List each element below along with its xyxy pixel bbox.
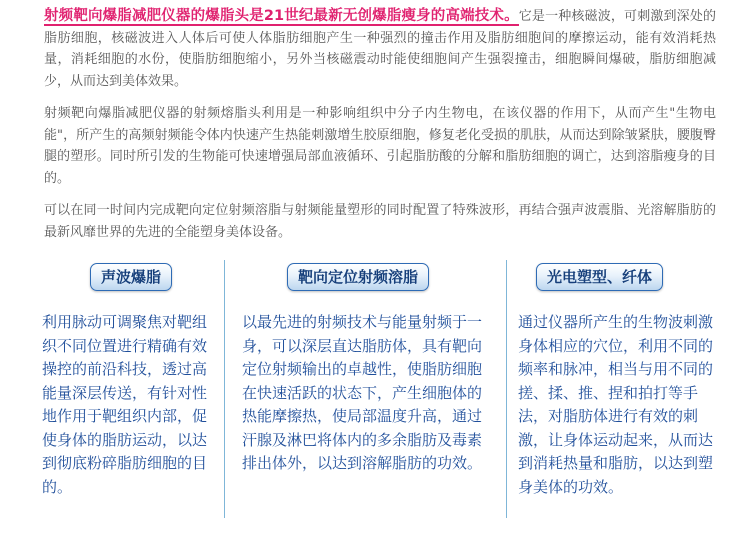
column-divider [224, 260, 225, 518]
intro-paragraph-3: 可以在同一时间内完成靶向定位射频溶脂与射频能量塑形的同时配置了特殊波形，再结合强声波震脂、光溶解脂肪的最新风靡世界的先进的全能塑身美体设备。 [44, 203, 716, 240]
feature-columns [0, 255, 750, 560]
intro-section [44, 6, 716, 254]
feature-title-photo: 光电塑型、纤体 [536, 263, 663, 291]
feature-text-photo: 通过仪器所产生的生物波刺激身体相应的穴位，利用不同的频率和脉冲，相当与用不同的搓、揉、推、捏和拍打等手法，对脂肪体进行有效的刺激，让身体运动起来，从而达到消耗热量和脂肪，以达到塑身美体的功效。 [518, 313, 714, 496]
feature-title-sonic: 声波爆脂 [90, 263, 172, 291]
intro-headline: 射频靶向爆脂减肥仪器的爆脂头是21世纪最新无创爆脂瘦身的高端技术。 [44, 8, 519, 24]
feature-text-sonic: 利用脉动可调聚焦对靶组织不同位置进行精确有效操控的前沿科技，透过高能量深层传送，有针对性地作用于靶组织内部，促使身体的脂肪运动，以达到彻底粉碎脂肪细胞的目的。 [42, 313, 208, 496]
feature-title-rf: 靶向定位射频溶脂 [287, 263, 429, 291]
intro-paragraph-2: 射频靶向爆脂减肥仪器的射频熔脂头利用是一种影响组织中分子内生物电，在该仪器的作用下，从而产生"生物电能"，所产生的高频射频能令体内快速产生热能刺激增生胶原细胞，修复老化受损的肌肤，从而达到除皱紧肤，腰腹臀腿的塑形。同时所引发的生物能可快速增强局部血液循环、引起脂肪酸的分解和脂肪细胞的调亡，达到溶脂瘦身的目的。 [44, 106, 716, 186]
column-divider [506, 260, 507, 518]
intro-paragraph-1 [44, 6, 716, 92]
intro-paragraph-1-text: 它是一种核磁波，可刺激到深处的脂肪细胞，核磁波进入人体后可使人体脂肪细胞产生一种强烈的撞击作用及脂肪细胞间的摩擦运动，能有效消耗热量，消耗细胞的水份，使脂肪细胞缩小，另外当核磁震动时能使细胞间产生强裂撞击，细胞瞬间爆破，脂肪细胞减少，从而达到美体效果。 [44, 9, 716, 89]
feature-text-rf: 以最先进的射频技术与能量射频于一身，可以深层直达脂肪体，具有靶向定位射频输出的卓越性，使脂肪细胞在快速活跃的状态下，产生细胞体的热能摩擦热，使局部温度升高，通过汗腺及淋巴将体内的多余脂肪及毒素排出体外，以达到溶解脂肪的功效。 [242, 313, 483, 472]
